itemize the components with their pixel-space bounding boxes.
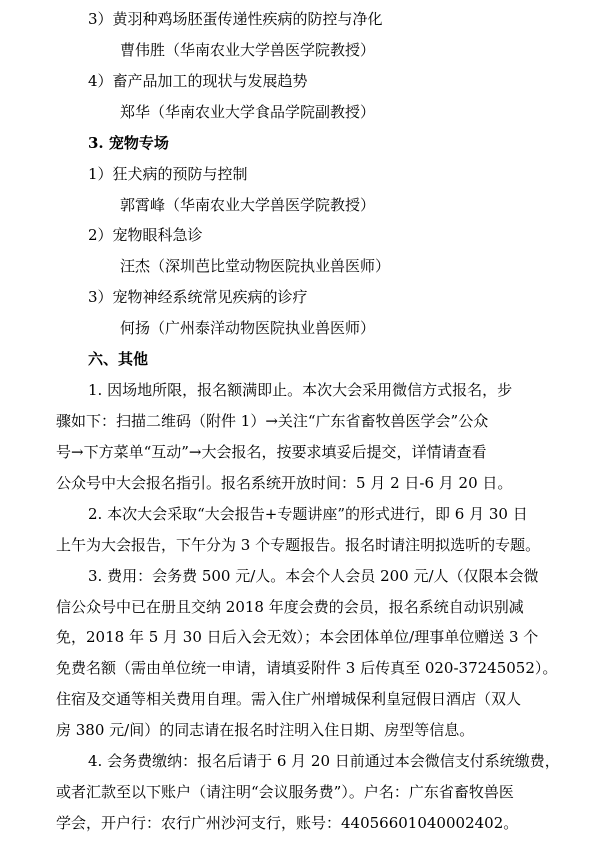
paragraph-4-line: 学会，开户行：农行广州沙河支行，账号：44056601040002402。 [56,814,519,832]
paragraph-3-line: 住宿及交通等相关费用自理。需入住广州增城保利皇冠假日酒店（双人 [56,690,522,709]
paragraph-4-line: 4. 会务费缴纳：报名后请于 6 月 20 日前通过本会微信支付系统缴费， [88,752,560,771]
list-item-speaker: 何扬（广州泰洋动物医院执业兽医师） [120,319,376,338]
section-heading-pet: 3. 宠物专场 [88,133,169,152]
paragraph-3-line: 房 380 元/间）的同志请在报名时注明入住日期、房型等信息。 [56,721,475,740]
paragraph-3-line: 3. 费用：会务费 500 元/人。本会个人会员 200 元/人（仅限本会微 [88,566,539,585]
paragraph-4-line: 或者汇款至以下账户（请注明“会议服务费”）。户名：广东省畜牧兽医 [56,783,514,802]
list-item-speaker: 郑华（华南农业大学食品学院副教授） [120,102,376,121]
list-item-speaker: 曹伟胜（华南农业大学兽医学院教授） [120,40,376,59]
paragraph-3-line: 免，2018 年 5 月 30 日后入会无效）；本会团体单位/理事单位赠送 3 个 [56,628,539,647]
list-item-title: 3）黄羽种鸡场胚蛋传递性疾病的防控与净化 [88,10,383,28]
list-item-title: 3）宠物神经系统常见疾病的诊疗 [88,288,308,307]
paragraph-1-line: 1. 因场地所限，报名额满即止。本次大会采用微信方式报名，步 [88,381,513,400]
paragraph-1-line: 骤如下：扫描二维码（附件 1）→关注“广东省畜牧兽医学会”公众 [56,412,489,430]
section-heading-other: 六、其他 [88,350,149,369]
paragraph-1-line: 号→下方菜单“互动”→大会报名，按要求填妥后提交，详情请查看 [56,442,487,461]
list-item-title: 2）宠物眼科急诊 [88,226,203,245]
paragraph-2-line: 2. 本次大会采取“大会报告+专题讲座”的形式进行，即 6 月 30 日 [88,504,528,523]
list-item-title: 4）畜产品加工的现状与发展趋势 [88,71,308,90]
list-item-speaker: 郭霄峰（华南农业大学兽医学院教授） [120,195,376,214]
paragraph-1-line: 公众号中大会报名指引。报名系统开放时间：5 月 2 日-6 月 20 日。 [56,473,513,492]
list-item-speaker: 汪杰（深圳芭比堂动物医院执业兽医师） [120,257,391,276]
paragraph-3-line: 信公众号中已在册且交纳 2018 年度会费的会员，报名系统自动识别减 [56,597,524,616]
list-item-title: 1）狂犬病的预防与控制 [88,164,248,183]
paragraph-2-line: 上午为大会报告，下午分为 3 个专题报告。报名时请注明拟选听的专题。 [56,535,541,554]
paragraph-3-line: 免费名额（需由单位统一申请，请填妥附件 3 后传真至 020-37245052）。 [56,659,558,678]
